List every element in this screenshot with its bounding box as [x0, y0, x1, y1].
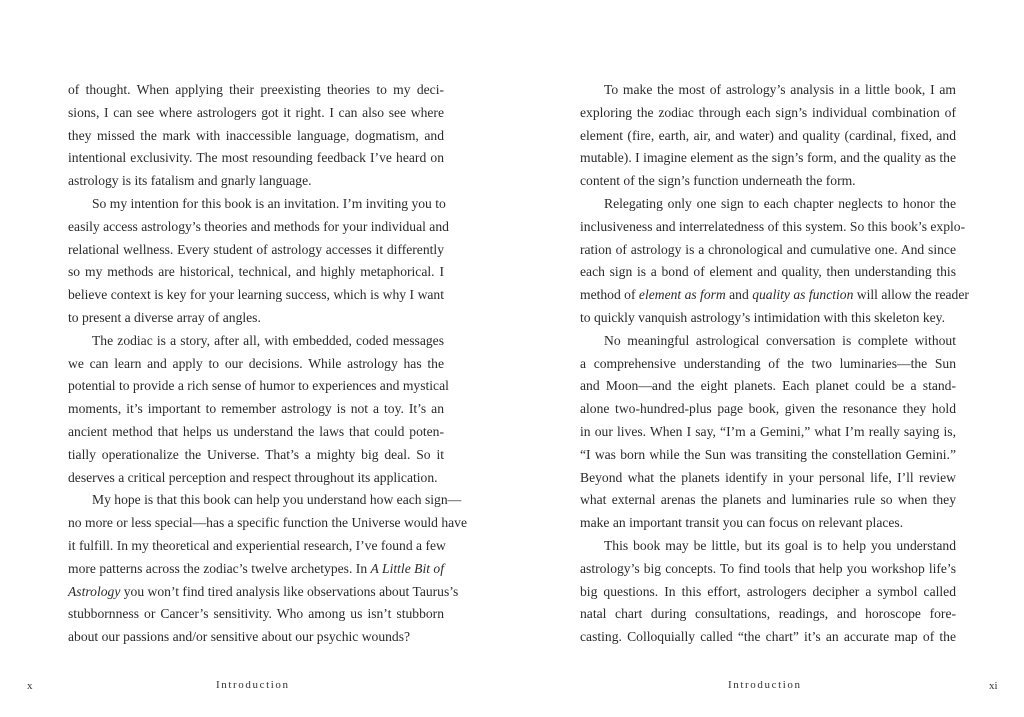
text-line: tially operationalize the Universe. That’s a mighty big deal. So it	[68, 446, 444, 462]
text-line: intentional exclusivity. The most resounding feedback I’ve heard on	[68, 150, 444, 166]
text-line: about our passions and/or sensitive about our psychic wounds?	[68, 629, 411, 645]
text-line: to present a diverse array of angles.	[68, 309, 261, 325]
text-line: what external arenas the planets and luminaries rule so when they	[580, 492, 956, 508]
text-line: content of the sign’s function underneath the form.	[580, 173, 856, 189]
text-line: astrology is its fatalism and gnarly language.	[68, 173, 312, 189]
text-line: sions, I can see where astrologers got it right. I can also see where	[68, 104, 444, 120]
text-line: we can learn and apply to our decisions. While astrology has the	[68, 355, 444, 371]
text-line: astrology’s big concepts. To find tools that help you workshop life’s	[580, 560, 956, 576]
text-line: of thought. When applying their preexisting theories to my deci-	[68, 82, 444, 97]
left-running-footer: Introduction	[216, 679, 290, 691]
left-page-body	[68, 79, 468, 649]
text-line: a comprehensive understanding of the two luminaries—the Sun	[580, 355, 956, 371]
text-line: and Moon—and the eight planets. Each planet could be a stand-	[580, 378, 956, 394]
text-line: each sign is a bond of element and quality, then understanding this	[580, 264, 956, 280]
right-page-number: xi	[989, 680, 998, 692]
text-line: to quickly vanquish astrology’s intimidation with this skeleton key.	[580, 309, 945, 325]
text-line: natal chart during consultations, readings, and horoscope fore-	[580, 606, 956, 622]
text-line: casting. Colloquially called “the chart” it’s an accurate map of the	[580, 629, 956, 645]
text-line: alone two-hundred-plus page book, given the resonance they hold	[580, 401, 956, 417]
text-line: My hope is that this book can help you understand how each sign—	[92, 492, 462, 508]
text-line: element (fire, earth, air, and water) and quality (cardinal, fixed, and	[580, 127, 956, 143]
text-line: it fulfill. In my theoretical and experiential research, I’ve found a few	[68, 537, 446, 553]
text-line: big questions. In this effort, astrologers decipher a symbol called	[580, 583, 956, 599]
text-line: they missed the mark with inaccessible language, dogmatism, and	[68, 127, 444, 143]
text-line: No meaningful astrological conversation is complete without	[604, 332, 956, 348]
text-line: mutable). I imagine element as the sign’s form, and the quality as the	[580, 150, 956, 166]
text-line: To make the most of astrology’s analysis in a little book, I am	[604, 82, 956, 97]
text-line: so my methods are historical, technical, and highly metaphorical. I	[68, 264, 444, 280]
text-line: no more or less special—has a specific function the Universe would have	[68, 515, 468, 531]
text-line: deserves a critical perception and respect throughout its application.	[68, 469, 438, 485]
text-line: ration of astrology is a chronological and cumulative one. And since	[580, 241, 956, 257]
text-line: make an important transit you can focus on relevant places.	[580, 515, 904, 531]
text-line: exploring the zodiac through each sign’s individual combination of	[580, 104, 956, 120]
text-line: Relegating only one sign to each chapter neglects to honor the	[604, 195, 956, 211]
text-line: potential to provide a rich sense of humor to experiences and mystical	[68, 378, 449, 394]
text-line: “I was born while the Sun was transiting the constellation Gemini.”	[580, 446, 956, 462]
text-line: inclusiveness and interrelatedness of this system. So this book’s explo-	[580, 218, 966, 234]
text-line: easily access astrology’s theories and methods for your individual and	[68, 218, 449, 234]
right-running-footer: Introduction	[728, 679, 802, 691]
text-line: moments, it’s important to remember astrology is not a toy. It’s an	[68, 401, 444, 417]
text-line: relational wellness. Every student of astrology accesses it differently	[68, 241, 444, 257]
text-line: Beyond what the planets identify in your personal life, I’ll review	[580, 469, 956, 485]
text-line: The zodiac is a story, after all, with embedded, coded messages	[92, 332, 444, 348]
text-line: stubbornness or Cancer’s sensitivity. Who among us isn’t stubborn	[68, 606, 444, 622]
left-page-number: x	[27, 680, 33, 692]
text-line: more patterns across the zodiac’s twelve archetypes. In A Little Bit of	[68, 560, 445, 576]
right-page-body	[580, 79, 969, 649]
text-line: So my intention for this book is an invitation. I’m inviting you to	[92, 195, 446, 211]
text-line: believe context is key for your learning success, which is why I want	[68, 287, 444, 303]
text-line: method of element as form and quality as function will allow the reader	[580, 287, 969, 303]
text-line: Astrology you won’t find tired analysis like observations about Taurus’s	[68, 583, 459, 599]
right-page	[512, 0, 1024, 717]
text-line: in our lives. When I say, “I’m a Gemini,” what I’m really saying is,	[580, 423, 956, 439]
text-line: ancient method that helps us understand the laws that could poten-	[68, 423, 444, 439]
text-line: This book may be little, but its goal is to help you understand	[604, 537, 956, 553]
